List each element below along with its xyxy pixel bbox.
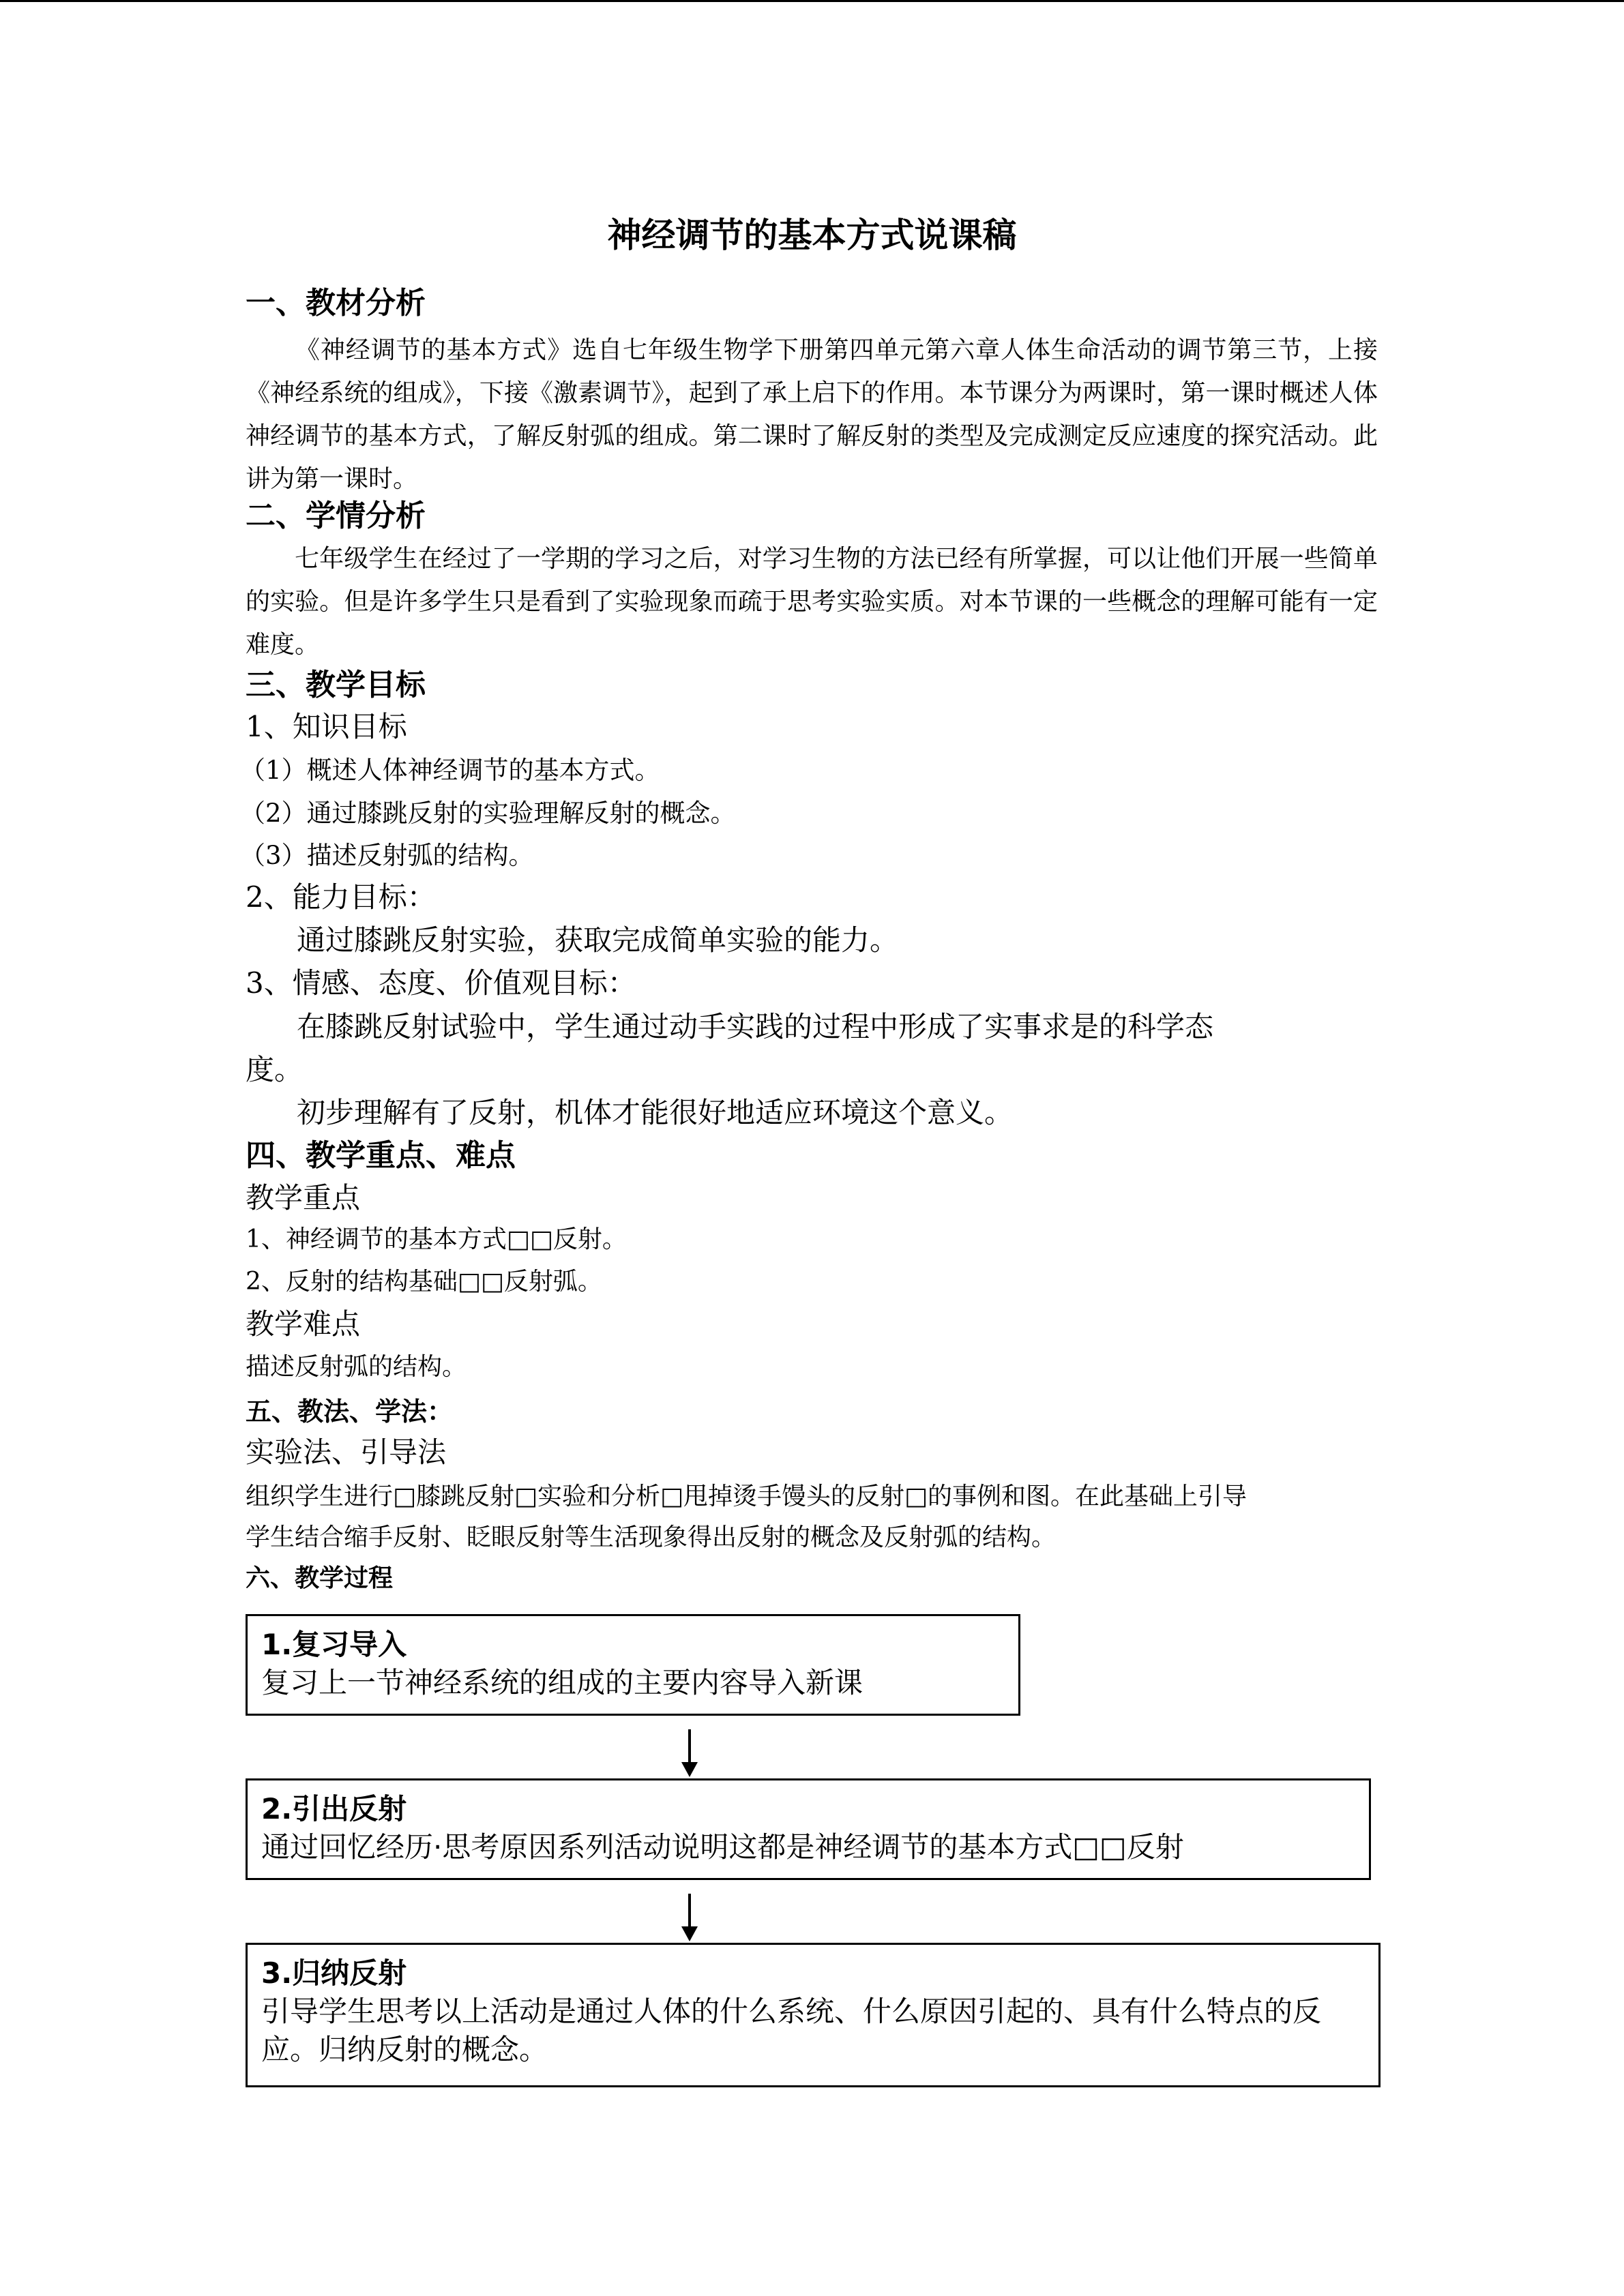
methods-list: 实验法、引导法: [246, 1435, 447, 1469]
process-step-3-title: 3.归纳反射: [261, 1956, 407, 1990]
key-point-1: 1、神经调节的基本方式□□反射。: [246, 1225, 627, 1253]
top-border-line: [0, 0, 1624, 2]
process-step-2-body: 通过回忆经历·思考原因系列活动说明这都是神经调节的基本方式□□反射: [261, 1830, 1184, 1864]
process-step-3-body: 引导学生思考以上活动是通过人体的什么系统、什么原因引起的、具有什么特点的反应。归纳反射的概念。: [261, 1995, 1322, 2066]
section-heading-textbook-analysis: 一、教材分析: [246, 286, 426, 320]
process-step-1-box: [246, 1614, 1020, 1716]
arrow-down-icon: [681, 1926, 698, 1941]
section-heading-process: 六、教学过程: [246, 1564, 394, 1592]
emotion-goal-text-2: 初步理解有了反射，机体才能很好地适应环境这个意义。: [297, 1096, 1014, 1129]
process-step-2-title: 2.引出反射: [261, 1792, 407, 1825]
emotion-goal-title: 3、情感、态度、价值观目标：: [246, 966, 636, 1000]
knowledge-goal-item-1: （1）概述人体神经调节的基本方式。: [240, 756, 660, 785]
section-heading-student-analysis: 二、学情分析: [246, 498, 426, 533]
key-points-title: 教学重点: [246, 1181, 361, 1214]
knowledge-goal-item-3: （3）描述反射弧的结构。: [240, 841, 534, 870]
process-step-2-box: [246, 1778, 1371, 1880]
student-analysis-text: 七年级学生在经过了一学期的学习之后，对学习生物的方法已经有所掌握，可以让他们开展一些简单的实验。但是许多学生只是看到了实验现象而疏于思考实验实质。对本节课的一些概念的理解可能有一定难度。: [246, 545, 1378, 659]
knowledge-goal-title: 1、知识目标: [246, 710, 407, 743]
arrow-line-1: [688, 1729, 691, 1762]
student-analysis-paragraph: [246, 537, 1378, 666]
process-step-1-title: 1.复习导入: [261, 1628, 407, 1661]
ability-goal-title: 2、能力目标：: [246, 880, 436, 914]
key-point-2: 2、反射的结构基础□□反射弧。: [246, 1268, 602, 1296]
page-title: 神经调节的基本方式说课稿: [607, 215, 1017, 255]
emotion-goal-text-1: 在膝跳反射试验中，学生通过动手实践的过程中形成了实事求是的科学态: [297, 1010, 1214, 1043]
knowledge-goal-item-2: （2）通过膝跳反射的实验理解反射的概念。: [240, 799, 736, 828]
section-heading-methods: 五、教法、学法：: [246, 1396, 454, 1427]
ability-goal-text: 通过膝跳反射实验，获取完成简单实验的能力。: [297, 923, 899, 957]
process-step-3-box: [246, 1943, 1381, 2087]
emotion-goal-text-1-cont: 度。: [246, 1053, 304, 1086]
textbook-analysis-text: 《神经调节的基本方式》选自七年级生物学下册第四单元第六章人体生命活动的调节第三节，上接《神经系统的组成》，下接《激素调节》，起到了承上启下的作用。本节课分为两课时，第一课时概述人体神经调节的基本方式，了解反射弧的组成。第二课时了解反射的类型及完成测定反应速度的探究活动。此讲为第一课时。: [246, 336, 1378, 493]
arrow-line-2: [688, 1894, 691, 1926]
methods-text-line-1: 组织学生进行□膝跳反射□实验和分析□甩掉烫手馒头的反射□的事例和图。在此基础上引导: [246, 1482, 1247, 1510]
methods-text-line-2: 学生结合缩手反射、眨眼反射等生活现象得出反射的概念及反射弧的结构。: [246, 1523, 1057, 1551]
section-heading-key-difficult: 四、教学重点、难点: [246, 1138, 516, 1173]
section-heading-teaching-goals: 三、教学目标: [246, 668, 426, 702]
arrow-down-icon: [681, 1762, 698, 1777]
textbook-analysis-paragraph: [246, 329, 1378, 501]
difficult-points-title: 教学难点: [246, 1307, 361, 1341]
process-step-1-body: 复习上一节神经系统的组成的主要内容导入新课: [261, 1666, 863, 1699]
difficult-point-1: 描述反射弧的结构。: [246, 1353, 467, 1381]
